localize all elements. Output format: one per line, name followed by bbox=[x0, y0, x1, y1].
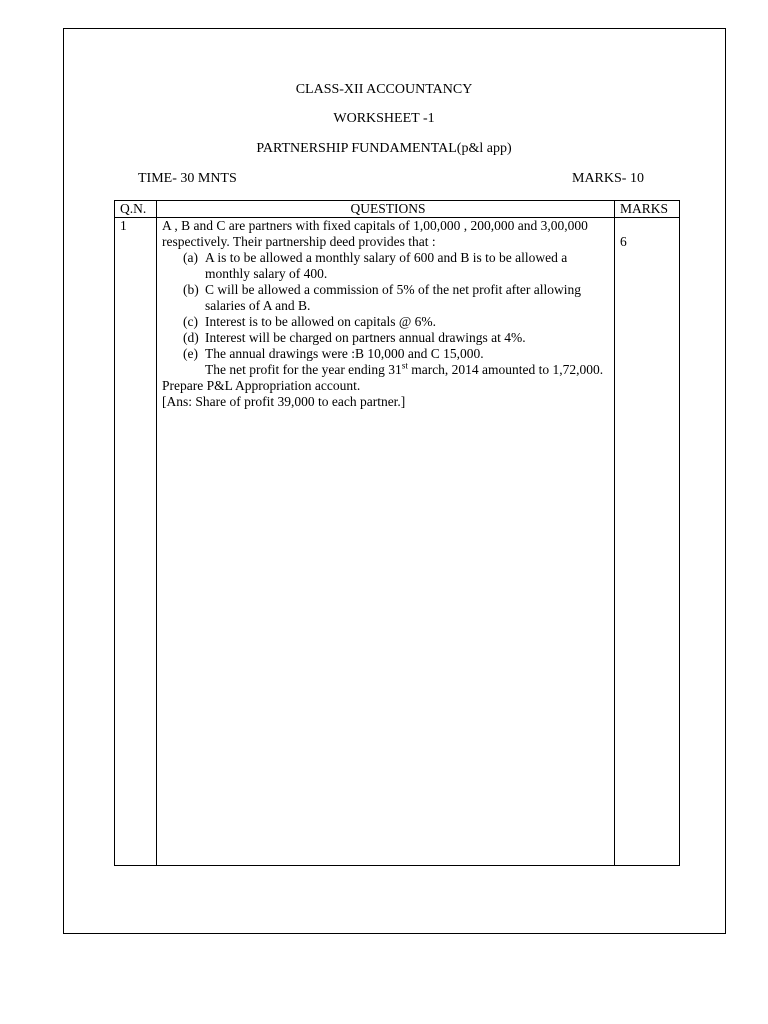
header-marks: MARKS bbox=[615, 201, 680, 218]
sub-question bbox=[162, 346, 614, 362]
sub-question-text: A is to be allowed a monthly salary of 600 and B is to be allowed a monthly salary of 400. bbox=[205, 250, 568, 281]
sub-question bbox=[162, 330, 614, 346]
question-number: 1 bbox=[115, 218, 157, 866]
sub-question-letter: (b) bbox=[183, 282, 199, 297]
marks-value: 6 bbox=[620, 234, 627, 249]
sub-question-text: Interest will be charged on partners annual drawings at 4%. bbox=[205, 330, 526, 345]
topic-title: PARTNERSHIP FUNDAMENTAL(p&l app) bbox=[256, 141, 512, 156]
time-label: TIME- 30 MNTS bbox=[138, 171, 237, 186]
net-profit-superscript: st bbox=[401, 360, 408, 371]
table-header-row bbox=[115, 201, 680, 218]
class-title: CLASS-XII ACCOUNTANCY bbox=[295, 82, 473, 97]
sub-question-letter: (d) bbox=[183, 330, 199, 345]
sub-question bbox=[162, 314, 614, 330]
marks-cell bbox=[615, 218, 680, 866]
net-profit-line bbox=[162, 362, 614, 378]
worksheet-title: WORKSHEET -1 bbox=[333, 111, 435, 126]
sub-question-letter: (a) bbox=[183, 250, 198, 265]
question-intro: A , B and C are partners with fixed capitals of 1,00,000 , 200,000 and 3,00,000 respectively. Their partnership deed provides that : bbox=[162, 218, 588, 249]
sub-question-letter: (c) bbox=[183, 314, 198, 329]
instruction-line: Prepare P&L Appropriation account. bbox=[162, 378, 361, 393]
header-qn: Q.N. bbox=[115, 201, 157, 218]
sub-question-text: The annual drawings were :B 10,000 and C 15,000. bbox=[205, 346, 484, 361]
question-text bbox=[157, 218, 615, 866]
sub-question bbox=[162, 282, 614, 314]
sub-question-text: C will be allowed a commission of 5% of the net profit after allowing salaries of A and B. bbox=[205, 282, 582, 313]
sub-question-list bbox=[162, 250, 614, 362]
sub-question-letter: (e) bbox=[183, 346, 198, 361]
net-profit-text-before: The net profit for the year ending 31 bbox=[205, 362, 402, 377]
sub-question bbox=[162, 250, 614, 282]
header-questions: QUESTIONS bbox=[157, 201, 615, 218]
answer-line: [Ans: Share of profit 39,000 to each partner.] bbox=[162, 394, 406, 409]
net-profit-text-after: march, 2014 amounted to 1,72,000. bbox=[407, 362, 604, 377]
sub-question-text: Interest is to be allowed on capitals @ 6%. bbox=[205, 314, 436, 329]
marks-label: MARKS- 10 bbox=[572, 171, 644, 186]
question-table bbox=[114, 200, 680, 866]
table-row bbox=[115, 218, 680, 866]
